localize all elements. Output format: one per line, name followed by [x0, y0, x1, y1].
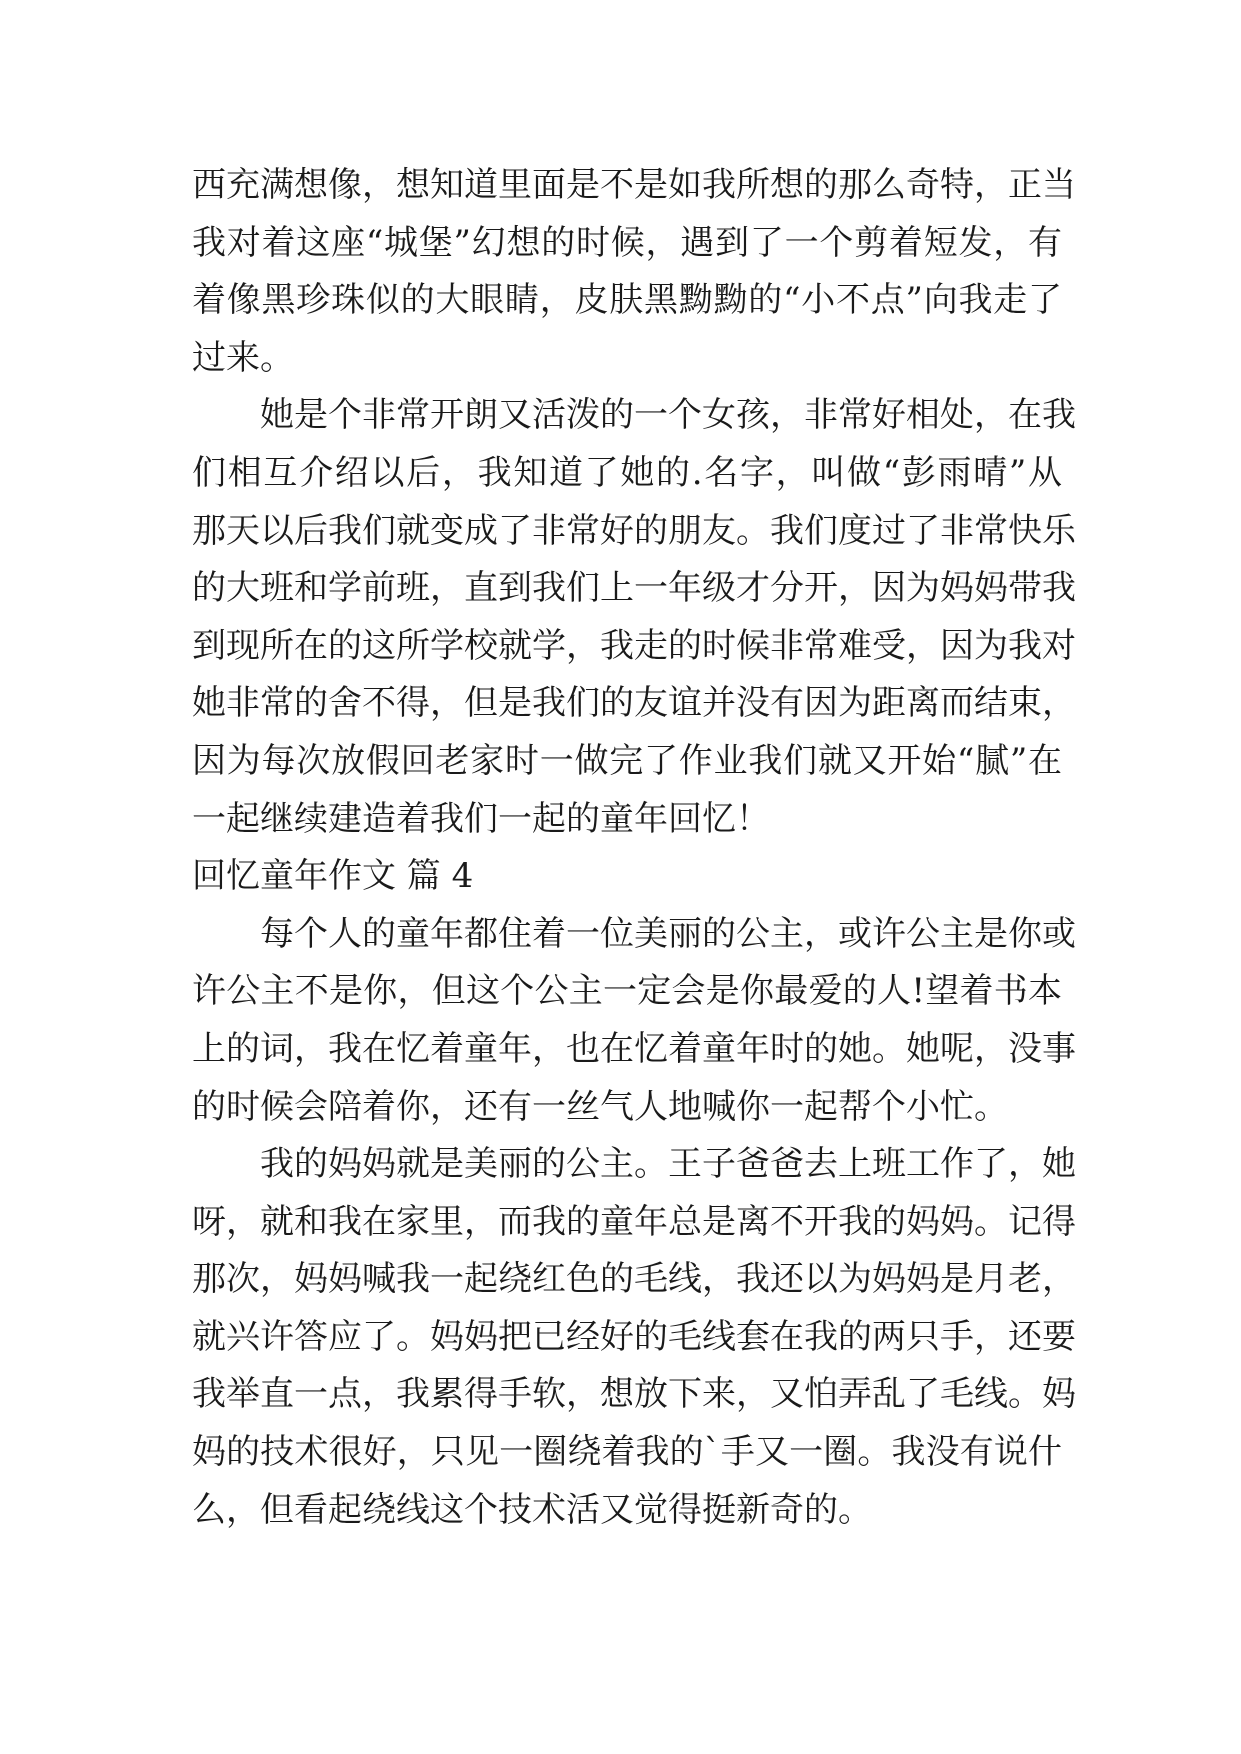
text-line: 到现所在的这所学校就学，我走的时候非常难受，因为我对 — [192, 625, 1076, 666]
text-line: 我对着这座“城堡”幻想的时候，遇到了一个剪着短发，有 — [192, 222, 1062, 263]
text-line: 着像黑珍珠似的大眼睛，皮肤黑黝黝的“小不点”向我走了 — [192, 280, 1062, 321]
text-line: 一起继续建造着我们一起的童年回忆！ — [192, 798, 770, 839]
text-line: 因为每次放假回老家时一做完了作业我们就又开始“腻”在 — [192, 740, 1062, 781]
text-line: 的大班和学前班，直到我们上一年级才分开，因为妈妈带我 — [192, 568, 1076, 609]
text-line: 上的词，我在忆着童年，也在忆着童年时的她。她呢，没事 — [192, 1028, 1076, 1069]
text-line: 妈的技术很好，只见一圈绕着我的`手又一圈。我没有说什 — [192, 1432, 1062, 1473]
text-line: 许公主不是你，但这个公主一定会是你最爱的人!望着书本 — [192, 971, 1062, 1012]
text-line: 每个人的童年都住着一位美丽的公主，或许公主是你或 — [260, 913, 1076, 954]
text-line: 们相互介绍以后，我知道了她的.名字，叫做“彭雨晴”从 — [192, 452, 1062, 493]
paragraph-3 — [192, 906, 1076, 1136]
text-line: 我举直一点，我累得手软，想放下来，又怕弄乱了毛线。妈 — [192, 1374, 1076, 1415]
text-line: 呀，就和我在家里，而我的童年总是离不开我的妈妈。记得 — [192, 1201, 1076, 1242]
paragraph-2 — [192, 387, 1076, 848]
essay-text — [192, 157, 1076, 1539]
text-line: 就兴许答应了。妈妈把已经好的毛线套在我的两只手，还要 — [192, 1316, 1076, 1357]
text-line: 么，但看起绕线这个技术活又觉得挺新奇的。 — [192, 1489, 872, 1530]
text-line: 我的妈妈就是美丽的公主。王子爸爸去上班工作了，她 — [260, 1144, 1076, 1185]
text-line: 西充满想像，想知道里面是不是如我所想的那么奇特，正当 — [192, 165, 1076, 205]
text-line: 那天以后我们就变成了非常好的朋友。我们度过了非常快乐 — [192, 510, 1076, 551]
paragraph-1 — [192, 157, 1076, 387]
paragraph-4 — [192, 1136, 1076, 1539]
text-line: 过来。 — [192, 337, 294, 378]
text-line: 那次，妈妈喊我一起绕红色的毛线，我还以为妈妈是月老， — [192, 1259, 1076, 1300]
section-heading: 回忆童年作文 篇 4 — [192, 856, 474, 897]
text-line: 的时候会陪着你，还有一丝气人地喊你一起帮个小忙。 — [192, 1086, 1008, 1127]
text-line: 她非常的舍不得，但是我们的友谊并没有因为距离而结束， — [192, 683, 1076, 724]
text-line: 她是个非常开朗又活泼的一个女孩，非常好相处，在我 — [260, 395, 1076, 436]
